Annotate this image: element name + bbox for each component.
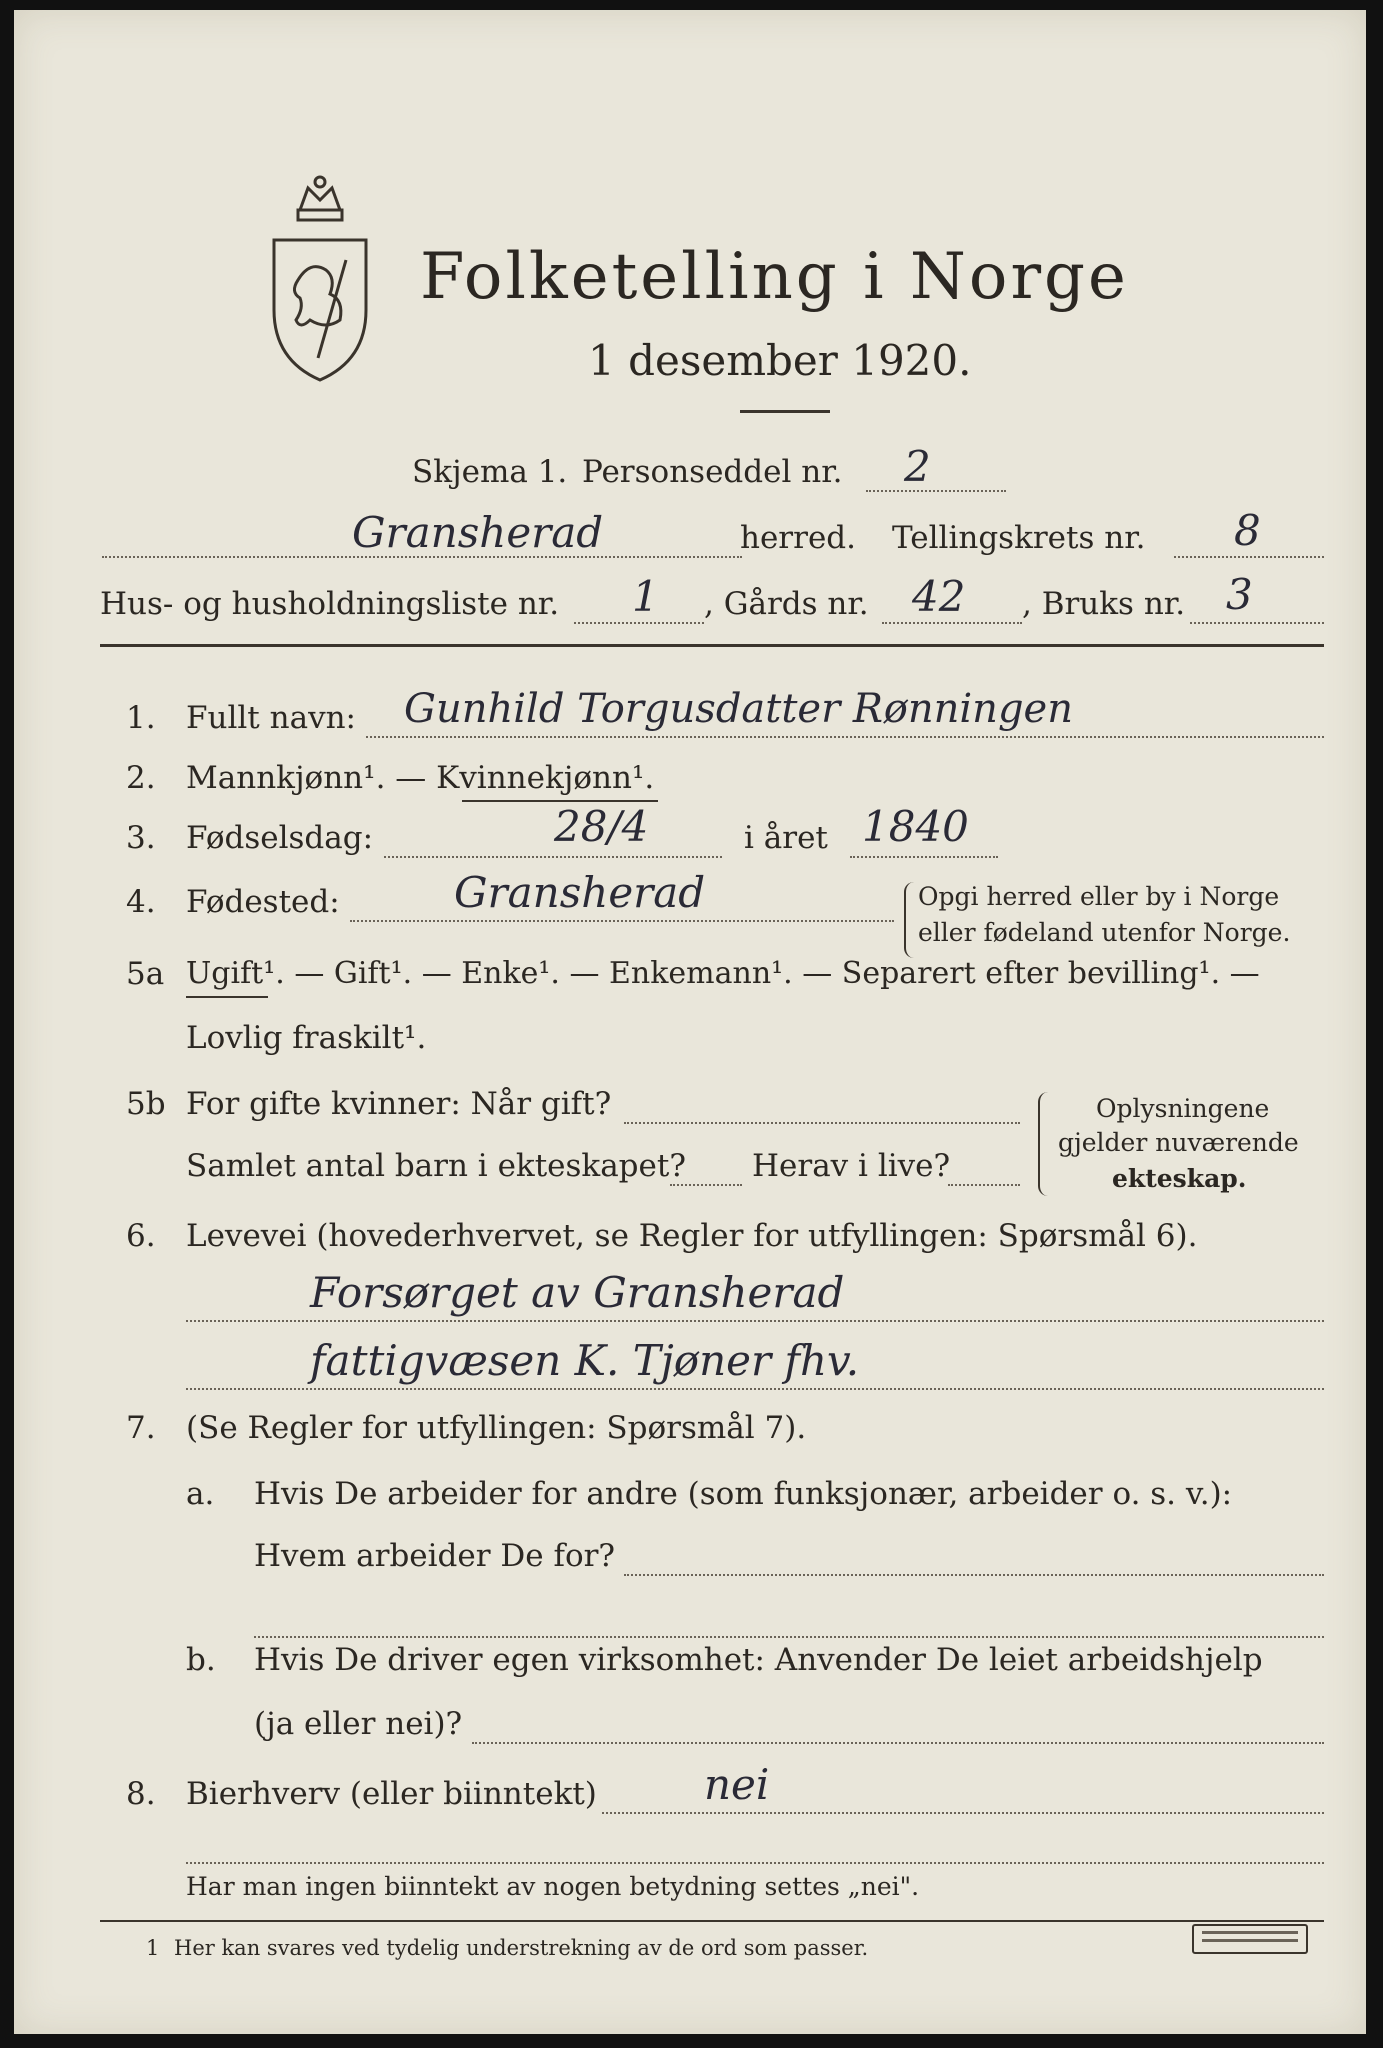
bruks-value: 3: [1226, 570, 1253, 619]
q7-number: 7.: [126, 1410, 156, 1446]
q5b-when-married-label: For gifte kvinner: Når gift?: [186, 1086, 612, 1122]
q6-label: Levevei (hovederhvervet, se Regler for utfyllingen: Spørsmål 6).: [186, 1218, 1198, 1254]
q5a-status-options-line2: Lovlig fraskilt¹.: [186, 1020, 427, 1056]
form-title: Folketelling i Norge: [420, 240, 1129, 314]
census-date: 1 desember 1920.: [588, 336, 972, 385]
q5b-note-line3: ekteskap.: [1112, 1164, 1247, 1193]
q6-value-line1: Forsørget av Gransherad: [310, 1268, 845, 1317]
q7b-question: Hvis De driver egen virksomhet: Anvender De leiet arbeidshjelp: [254, 1642, 1263, 1678]
gards-value: 42: [912, 572, 966, 621]
q1-number: 1.: [126, 700, 156, 736]
q2-gender-options: Mannkjønn¹. — Kvinnekjønn¹.: [186, 760, 655, 796]
title-divider: [740, 410, 830, 413]
herred-value: Gransherad: [352, 508, 604, 557]
q8-note: Har man ingen biinntekt av nogen betydning settes „nei".: [186, 1872, 920, 1901]
q6-line2: [186, 1388, 1324, 1390]
q3-day-line: [384, 856, 722, 858]
footnote-text: Her kan svares ved tydelig understrekning av de ord som passer.: [174, 1936, 869, 1960]
q7b-letter: b.: [186, 1642, 216, 1678]
tellingskrets-line: [1174, 556, 1324, 558]
census-form: [14, 10, 1366, 2034]
q7b-yes-no-line: [472, 1742, 1324, 1744]
q7a-extra-line: [254, 1636, 1324, 1638]
q5a-underline-ugift: [186, 996, 268, 998]
bruks-line: [1190, 622, 1324, 624]
gards-line: [882, 622, 1022, 624]
q7a-letter: a.: [186, 1476, 215, 1512]
header-separator: [100, 644, 1324, 647]
bruks-label: , Bruks nr.: [1022, 586, 1186, 622]
q1-full-name: Gunhild Torgusdatter Rønningen: [404, 686, 1073, 732]
footnote-mark: 1: [146, 1936, 160, 1960]
q3-birth-day: 28/4: [554, 802, 649, 851]
personseddel-value: 2: [904, 442, 931, 491]
q3-year-label: i året: [744, 820, 828, 856]
husholdningsliste-label: Hus- og husholdningsliste nr.: [100, 586, 560, 622]
q4-note-brace: [904, 882, 914, 958]
q5a-number: 5a: [126, 956, 165, 992]
husholdningsliste-value: 1: [632, 572, 659, 621]
q6-value-line2: fattigvæsen K. Tjøner fhv.: [310, 1336, 860, 1385]
q3-year-line: [850, 856, 998, 858]
q7-label: (Se Regler for utfyllingen: Spørsmål 7).: [186, 1410, 807, 1446]
gards-label: , Gårds nr.: [704, 586, 869, 622]
q4-line: [350, 920, 894, 922]
schema-label: Skjema 1.: [412, 454, 568, 490]
q2-number: 2.: [126, 760, 156, 796]
q4-number: 4.: [126, 884, 156, 920]
personseddel-line: [866, 490, 1006, 492]
q5b-when-married-line: [624, 1122, 1020, 1124]
q1-label: Fullt navn:: [186, 700, 356, 736]
q8-extra-line: [186, 1862, 1324, 1864]
q5b-note-line1: Oplysningene: [1096, 1094, 1270, 1123]
q7a-employer-label: Hvem arbeider De for?: [254, 1538, 616, 1574]
q5a-status-options: Ugift¹. — Gift¹. — Enke¹. — Enkemann¹. — Separert efter bevilling¹. —: [186, 956, 1260, 991]
q8-line: [602, 1812, 1324, 1814]
footnote-separator: [100, 1920, 1324, 1922]
q5b-note-brace: [1038, 1092, 1050, 1196]
q5b-alive-line: [948, 1184, 1020, 1186]
q3-label: Fødselsdag:: [186, 820, 374, 856]
herred-label: herred.: [740, 520, 856, 556]
q3-number: 3.: [126, 820, 156, 856]
q5b-children-label: Samlet antal barn i ekteskapet?: [186, 1148, 686, 1184]
q8-label: Bierhverv (eller biinntekt): [186, 1776, 597, 1812]
q4-label: Fødested:: [186, 884, 340, 920]
norwegian-coat-of-arms-icon: [260, 170, 380, 390]
q5b-alive-label: Herav i live?: [752, 1148, 951, 1184]
q5b-children-line: [670, 1184, 742, 1186]
q4-note-line2: eller fødeland utenfor Norge.: [918, 918, 1291, 947]
q4-birthplace: Gransherad: [454, 868, 706, 917]
q4-note-line1: Opgi herred eller by i Norge: [918, 882, 1280, 911]
q7b-yes-no-label: (ja eller nei)?: [254, 1706, 463, 1742]
q5b-note-line2: gjelder nuværende: [1058, 1128, 1299, 1157]
q7a-question: Hvis De arbeider for andre (som funksjonær, arbeider o. s. v.):: [254, 1476, 1233, 1512]
q1-line: [366, 736, 1324, 738]
tellingskrets-value: 8: [1234, 506, 1261, 555]
q8-value: nei: [704, 1760, 770, 1809]
personseddel-label: Personseddel nr.: [582, 454, 843, 490]
q6-line1: [186, 1320, 1324, 1322]
q8-number: 8.: [126, 1776, 156, 1812]
q3-birth-year: 1840: [862, 802, 969, 851]
q6-number: 6.: [126, 1218, 156, 1254]
q7a-employer-line: [624, 1574, 1324, 1576]
q5b-number: 5b: [126, 1086, 166, 1122]
tellingskrets-label: Tellingskrets nr.: [892, 520, 1146, 556]
husholdningsliste-line: [574, 622, 704, 624]
printer-stamp: [1192, 1924, 1308, 1954]
